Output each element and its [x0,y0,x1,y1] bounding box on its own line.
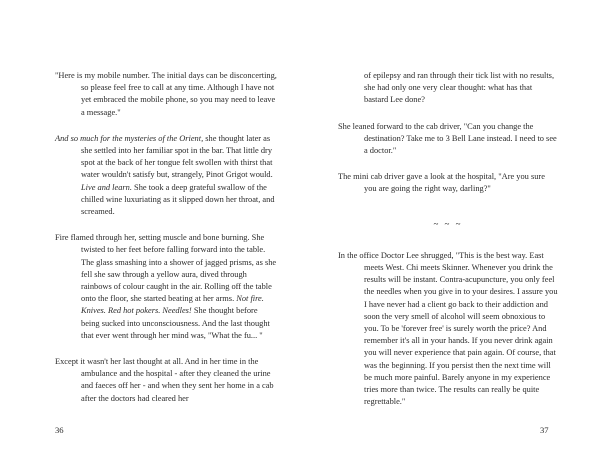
left-text-column [55,70,277,419]
paragraph: of epilepsy and ran through their tick list with no results, she had only one very clear thought: what has that bastard Lee done? [364,71,555,105]
paragraph: The mini cab driver gave a look at the hospital, "Are you sure you are going the right way, darling?" [338,172,545,194]
page-number: 37 [540,425,549,435]
section-separator: ~ ~ ~ [433,218,463,229]
paragraph: In the office Doctor Lee shrugged, "This is the best way. East meets West. Chi meets Skinner. Whenever you drink the results will be instant. Contra-acupuncture, you only feel the needles when you give in to your desires. I assure you I have never had a client go back to their addiction and soon the very smell of alcohol will seem obnoxious to you. To be 'forever free' is surely worth the price? And remember it's all in your hands. If you never drink again you will never experience that pain again. Of course, that was the beginning. If you persist then the next time will be much more painful. Barely anyone in my experience tries more than twice. The results can really be quite regrettable." [338,250,558,407]
italic-text: And so much for the mysteries of the Orient, [55,133,204,143]
paragraph: Except it wasn't her last thought at all. And in her time in the ambulance and the hospital - after they cleaned the urine and faeces off her - and when they sent her home in a cab after the doctors had cleared her [55,357,274,403]
right-page [300,0,600,463]
italic-text: Not fire. Knives. Red hot pokers. Needles! [81,294,264,316]
paragraph-text: She took a deep grateful swallow of the chilled wine luxuriating as it slipped down her throat, and screamed. [81,182,275,217]
paragraph: She leaned forward to the cab driver, "Can you change the destination? Take me to 3 Bell Lane instead. I need to see a doctor." [338,121,557,156]
paragraph: "Here is my mobile number. The initial days can be disconcerting, so please feel free to call at any time. Although I have not yet embraced the mobile phone, so you may need to leave a message." [55,71,277,117]
right-text-column [338,70,558,422]
italic-text: Live and learn. [81,182,132,192]
paragraph [55,133,277,218]
paragraph-text: She thought before being sucked into unconsciousness. And the last thought that ever went through her mind was, "What the fu... " [81,306,270,340]
page-number: 36 [55,425,64,435]
paragraph-text: she thought later as she settled into her familiar spot in the bar. That little dry spot at the back of her tongue felt swollen with thirst that water wouldn't satisfy but, strangely, Pinot Grigot would. [81,133,273,180]
paragraph-text: Fire flamed through her, setting muscle and bone burning. She twisted to her feet before falling forward into the table. The glass smashing into a shower of jagged prisms, as she fell she saw through a yellow aura, dived through rainbows of colour caught in the air. Rolling off the table onto the floor, she started beating at her arms. [55,233,277,304]
paragraph [55,232,277,342]
